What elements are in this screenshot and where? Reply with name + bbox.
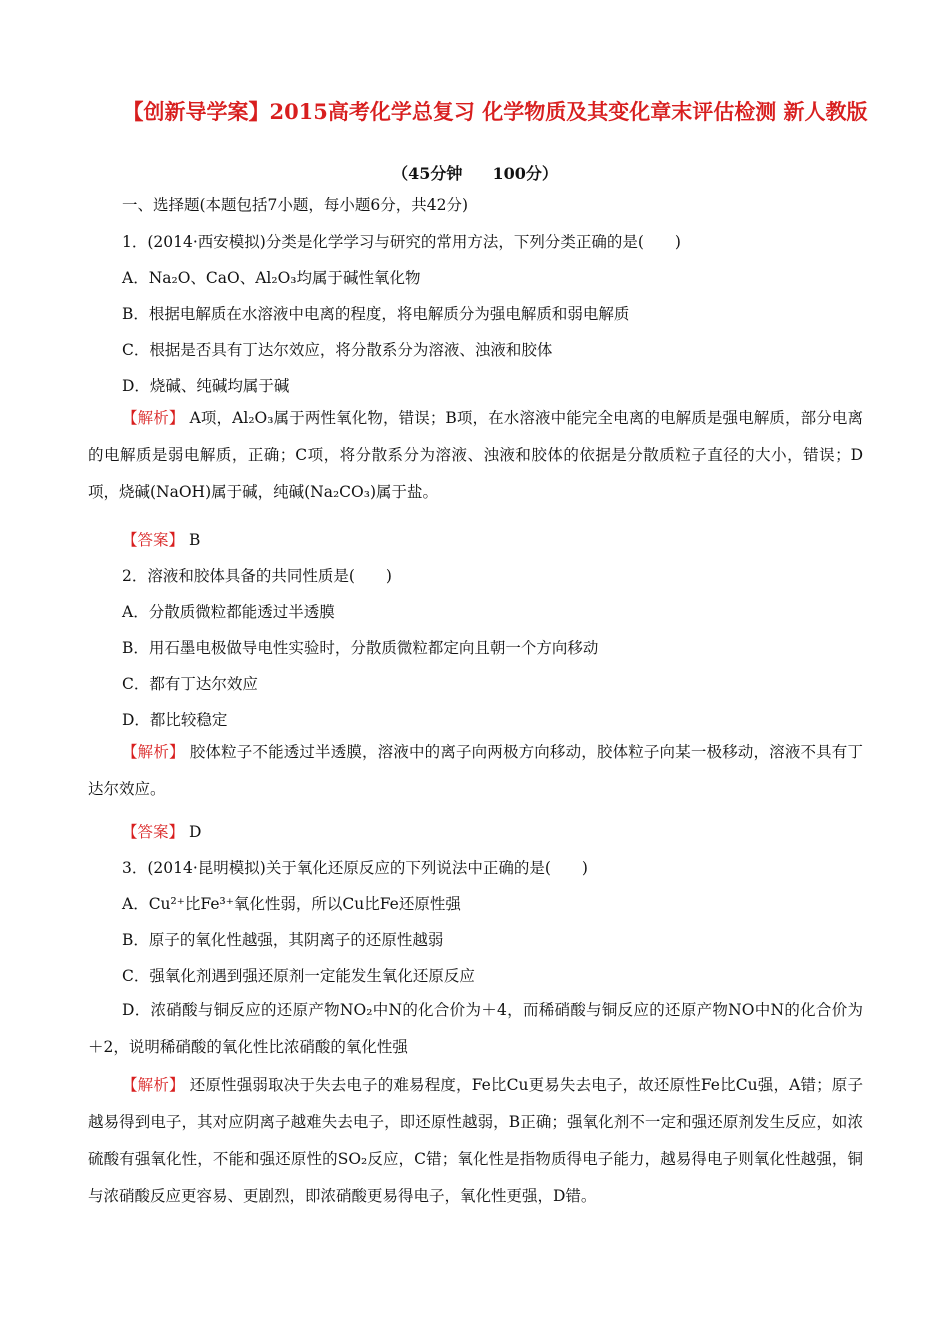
q1-answer-value: B: [188, 531, 201, 549]
q3-stem: 3．(2014·昆明模拟)关于氧化还原反应的下列说法中正确的是( ): [122, 859, 588, 877]
exam-score: 100分）: [492, 164, 558, 183]
q1-analysis-text: A项，Al₂O₃属于两性氧化物，错误；B项，在水溶液中能完全电离的电解质是强电解质，部分电离的电解质是弱电解质，正确；C项，将分散系分为溶液、浊液和胶体的依据是分散质粒子直径的大小，错误；D项，烧碱(NaOH)属于碱，纯碱(Na₂CO₃)属于盐。: [88, 409, 863, 501]
q1-option-a: A．Na₂O、CaO、Al₂O₃均属于碱性氧化物: [122, 269, 421, 287]
q3-option-c: C．强氧化剂遇到强还原剂一定能发生氧化还原反应: [122, 967, 475, 985]
q2-analysis: [88, 734, 863, 808]
q3-option-d: D．浓硝酸与铜反应的还原产物NO₂中N的化合价为＋4，而稀硝酸与铜反应的还原产物NO中N的化合价为＋2，说明稀硝酸的氧化性比浓硝酸的氧化性强: [88, 1001, 863, 1056]
analysis-tag: 【 解析 】: [122, 409, 185, 427]
title-main: 2015高考化学总复习 化学物质及其变化章末评估检测 新人教版: [269, 99, 868, 124]
section-heading: 一、选择题(本题包括7小题，每小题6分，共42分): [122, 196, 469, 214]
exam-meta: [0, 161, 950, 184]
analysis-tag: 【 解析 】: [122, 743, 185, 761]
q1-analysis: [88, 400, 863, 511]
q2-option-d: D．都比较稳定: [122, 711, 228, 729]
q2-option-b: B．用石墨电极做导电性实验时，分散质微粒都定向且朝一个方向移动: [122, 639, 599, 657]
q2-option-a: A．分散质微粒都能透过半透膜: [122, 603, 335, 621]
q2-stem: 2．溶液和胶体具备的共同性质是( ): [122, 567, 392, 585]
q3-analysis-text: 还原性强弱取决于失去电子的难易程度，Fe比Cu更易失去电子，故还原性Fe比Cu强，A错；原子越易得到电子，其对应阴离子越难失去电子，即还原性越弱，B正确；强氧化剂不一定和强还原剂发生反应，如浓硫酸有强氧化性，不能和强还原性的SO₂反应，C错；氧化性是指物质得电子能力，越易得电子则氧化性越强，铜与浓硝酸反应更容易、更剧烈，即浓硝酸更易得电子，氧化性更强，D错。: [88, 1076, 863, 1205]
q3-option-b: B．原子的氧化性越强，其阴离子的还原性越弱: [122, 931, 444, 949]
analysis-tag: 【 解析 】: [122, 1076, 185, 1094]
q2-answer: [122, 820, 201, 842]
answer-tag: 【 答案 】: [122, 531, 184, 549]
q1-stem: 1．(2014·西安模拟)分类是化学学习与研究的常用方法，下列分类正确的是( ): [122, 233, 681, 251]
q3-analysis: [88, 1067, 863, 1215]
document-title: [120, 95, 870, 128]
q3-option-a: A．Cu²⁺比Fe³⁺氧化性弱，所以Cu比Fe还原性强: [122, 895, 461, 913]
q1-answer: [122, 528, 200, 550]
q1-option-b: B．根据电解质在水溶液中电离的程度，将电解质分为强电解质和弱电解质: [122, 305, 630, 323]
q1-option-d: D．烧碱、纯碱均属于碱: [122, 377, 290, 395]
q2-answer-value: D: [188, 823, 202, 841]
exam-time: （45分钟: [392, 164, 463, 183]
q2-option-c: C．都有丁达尔效应: [122, 675, 258, 693]
q2-analysis-text: 胶体粒子不能透过半透膜，溶液中的离子向两极方向移动，胶体粒子向某一极移动，溶液不具有丁达尔效应。: [88, 743, 863, 798]
title-prefix: 【创新导学案】: [122, 99, 270, 124]
q1-option-c: C．根据是否具有丁达尔效应，将分散系分为溶液、浊液和胶体: [122, 341, 553, 359]
answer-tag: 【 答案 】: [122, 823, 184, 841]
